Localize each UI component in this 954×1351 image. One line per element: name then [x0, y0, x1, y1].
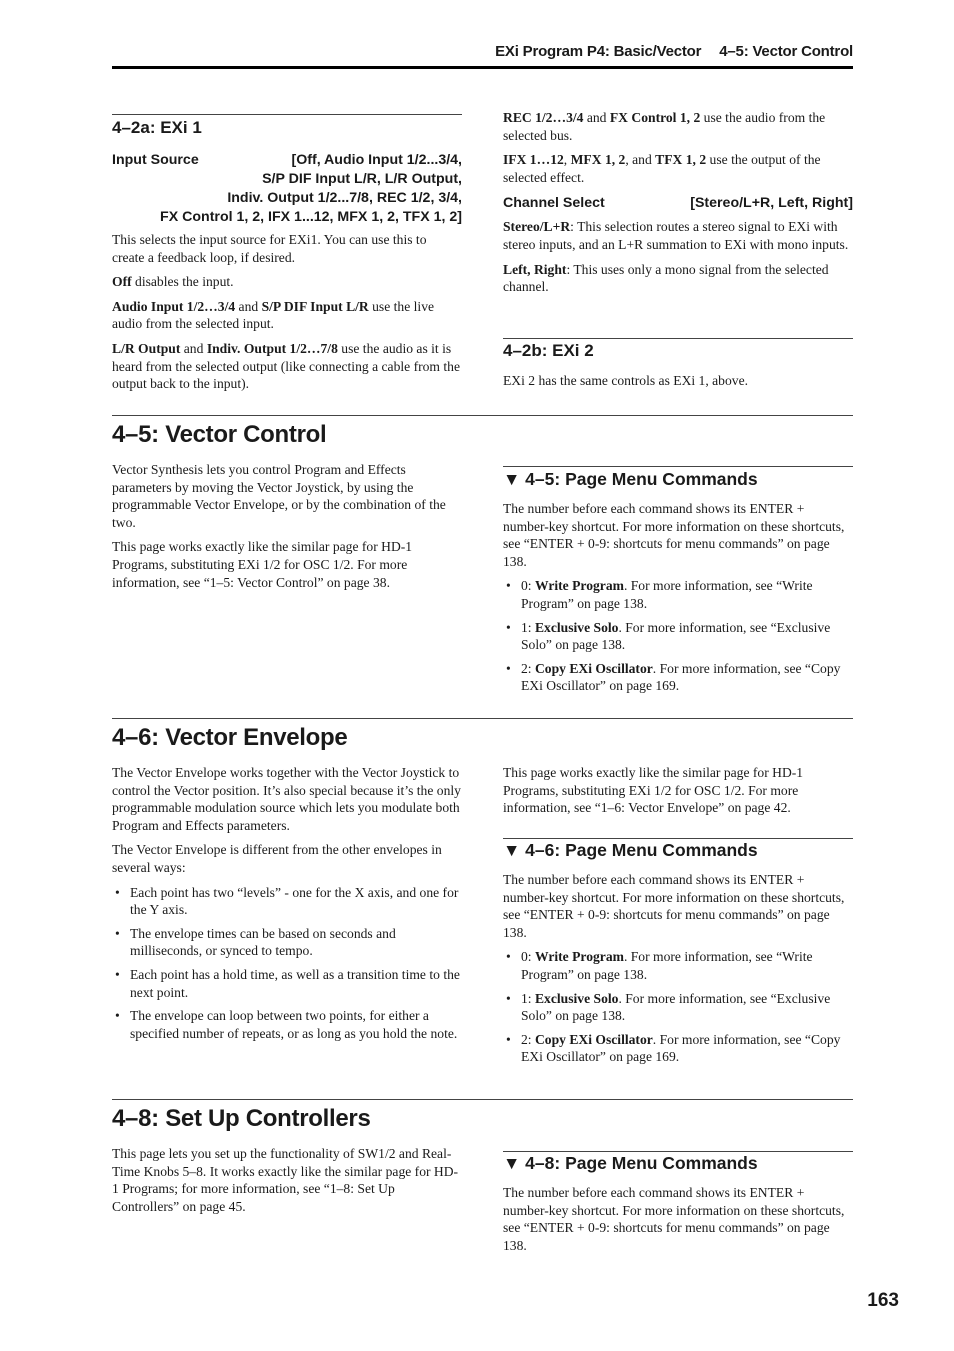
- list-item: • The envelope can loop between two points, for either a specified number of repeats, or as long as you hold the note.: [112, 1007, 462, 1042]
- paragraph: IFX 1…12, MFX 1, 2, and TFX 1, 2 use the output of the selected effect.: [503, 152, 821, 185]
- header-rule: [112, 66, 853, 69]
- rule-46: [112, 718, 853, 719]
- paragraph: The number before each command shows its ENTER + number-key shortcut. For more information on these shortcuts, see “ENTER + 0-9: shortcuts for menu commands” on page 138.: [503, 501, 845, 569]
- paragraph: REC 1/2…3/4 and FX Control 1, 2 use the audio from the selected bus.: [503, 110, 826, 143]
- param-values-channel-select: [Stereo/L+R, Left, Right]: [690, 195, 853, 212]
- section-48-menu: [503, 1153, 853, 1261]
- menu-command-list: [503, 577, 853, 695]
- paragraph: This selects the input source for EXi1. You can use this to create a feedback loop, if desired.: [112, 232, 427, 265]
- rule-42a: [112, 114, 462, 115]
- list-item: • 1: Exclusive Solo. For more information, see “Exclusive Solo” on page 138.: [503, 619, 853, 654]
- section-42b: [503, 341, 853, 397]
- param-value-line: [Off, Audio Input 1/2...3/4,: [291, 152, 462, 168]
- paragraph: Audio Input 1/2…3/4 and S/P DIF Input L/R use the live audio from the selected input.: [112, 298, 435, 332]
- page-number: 163: [867, 1290, 899, 1311]
- param-name-channel-select: Channel Select: [503, 195, 605, 212]
- section-42a-continued: [503, 109, 853, 303]
- list-item: • The envelope times can be based on seconds and milliseconds, or synced to tempo.: [112, 925, 462, 960]
- heading-48: 4–8: Set Up Controllers: [112, 1105, 371, 1132]
- param-channel-select: [503, 194, 853, 213]
- list-item: • Each point has a hold time, as well as a transition time to the next point.: [112, 966, 462, 1001]
- param-value-line: S/P DIF Input L/R, L/R Output,: [262, 171, 462, 187]
- heading-46-menu: ▼ 4–6: Page Menu Commands: [503, 840, 758, 860]
- heading-45: 4–5: Vector Control: [112, 421, 327, 448]
- rule-48: [112, 1099, 853, 1100]
- paragraph: The number before each command shows its ENTER + number-key shortcut. For more information on these shortcuts, see “ENTER + 0-9: shortcuts for menu commands” on page 138.: [503, 1185, 845, 1253]
- paragraph: EXi 2 has the same controls as EXi 1, above.: [503, 373, 749, 388]
- param-value-line: Indiv. Output 1/2...7/8, REC 1/2, 3/4,: [227, 190, 462, 206]
- rule-45: [112, 415, 853, 416]
- param-value-line: FX Control 1, 2, IFX 1...12, MFX 1, 2, TFX 1, 2]: [160, 209, 462, 225]
- list-item: • 1: Exclusive Solo. For more information, see “Exclusive Solo” on page 138.: [503, 990, 853, 1025]
- section-45-left: [112, 461, 462, 598]
- heading-42a: 4–2a: EXi 1: [112, 118, 202, 137]
- param-name-input-source: Input Source: [112, 152, 199, 168]
- paragraph: The Vector Envelope works together with the Vector Joystick to control the Vector position. It’s also special because it’s the only programmable modulation source which lets you modulate both Program and Effects parameters.: [112, 765, 461, 833]
- paragraph: L/R Output and Indiv. Output 1/2…7/8 use the audio as it is heard from the selected output (like connecting a cable from the output back to the input).: [112, 340, 461, 392]
- paragraph: Off disables the input.: [112, 274, 234, 290]
- list-item: • 2: Copy EXi Oscillator. For more information, see “Copy EXi Oscillator” on page 169.: [503, 660, 853, 695]
- list-item: • Each point has two “levels” - one for the X axis, and one for the Y axis.: [112, 884, 462, 919]
- rule-42b: [503, 338, 853, 339]
- list-item: • 2: Copy EXi Oscillator. For more information, see “Copy EXi Oscillator” on page 169.: [503, 1031, 853, 1066]
- section-42a: [112, 118, 462, 400]
- heading-45-menu: ▼ 4–5: Page Menu Commands: [503, 469, 758, 489]
- paragraph: The number before each command shows its ENTER + number-key shortcut. For more information on these shortcuts, see “ENTER + 0-9: shortcuts for menu commands” on page 138.: [503, 872, 845, 940]
- section-45-menu: [503, 469, 853, 701]
- rule-48-menu: [503, 1151, 853, 1152]
- paragraph: This page works exactly like the similar page for HD-1 Programs, substituting EXi 1/2 for OSC 1/2. For more information, see “1–5: Vector Control” on page 38.: [112, 539, 413, 590]
- menu-command-list: [503, 948, 853, 1066]
- rule-46-menu: [503, 838, 853, 839]
- section-46-left: [112, 764, 462, 1048]
- paragraph: Vector Synthesis lets you control Program and Effects parameters by moving the Vector Joystick, by using the programmable Vector Envelope, or by the combination of the two.: [112, 462, 446, 530]
- heading-46: 4–6: Vector Envelope: [112, 724, 348, 751]
- bullet-list: [112, 884, 462, 1043]
- param-input-source: [112, 151, 462, 227]
- paragraph: Left, Right: This uses only a mono signal from the selected channel.: [503, 261, 829, 295]
- paragraph: This page works exactly like the similar page for HD-1 Programs, substituting EXi 1/2 for OSC 1/2. For more information, see “1–6: Vector Envelope” on page 42.: [503, 765, 804, 816]
- paragraph: Stereo/L+R: This selection routes a stereo signal to EXi with stereo inputs, and an L+R summation to EXi with mono inputs.: [503, 219, 849, 252]
- heading-48-menu: ▼ 4–8: Page Menu Commands: [503, 1153, 758, 1173]
- list-item: • 0: Write Program. For more information, see “Write Program” on page 138.: [503, 948, 853, 983]
- section-46-menu: [503, 840, 853, 1072]
- list-item: • 0: Write Program. For more information, see “Write Program” on page 138.: [503, 577, 853, 612]
- header-section: EXi Program P4: Basic/Vector: [495, 43, 702, 60]
- paragraph: This page lets you set up the functionality of SW1/2 and Real-Time Knobs 5–8. It works exactly like the similar page for HD-1 Programs; for more information, see “1–8: Set Up Controllers” on page 45.: [112, 1146, 459, 1214]
- header-subsection: 4–5: Vector Control: [719, 43, 853, 60]
- heading-42b: 4–2b: EXi 2: [503, 341, 594, 360]
- running-header: [495, 43, 853, 60]
- rule-45-menu: [503, 466, 853, 467]
- section-46-right: [503, 764, 853, 824]
- paragraph: The Vector Envelope is different from the other envelopes in several ways:: [112, 842, 442, 875]
- section-48-left: [112, 1145, 462, 1222]
